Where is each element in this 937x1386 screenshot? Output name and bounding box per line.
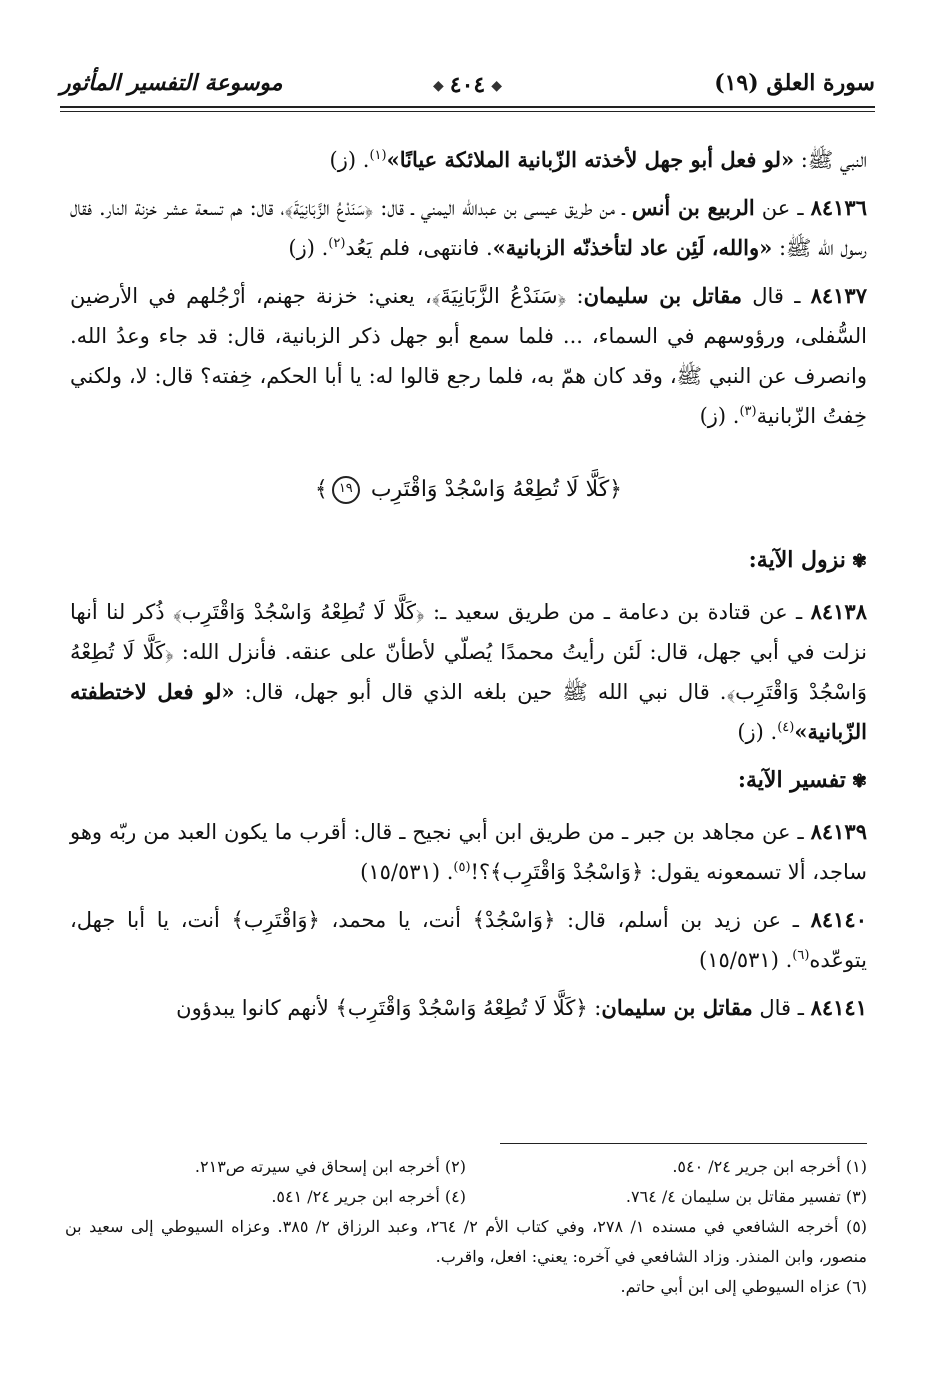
text: ـ عن قتادة بن دعامة ـ من طريق سعيد ـ: ﴿كَلَّا لَا تُطِعْهُ وَاسْجُدْ وَاقْتَرِب﴾ ذُكر لنا أنها نزلت في أبي جهل، قال: لَئن رأيتُ محمدًا يُصلّي لأطأنّ على عنقه. فأنزل الله: ﴿كَلَّا لَا تُطِعْهُ وَاسْجُدْ وَاقْتَرِب﴾. قال نبي الله ﷺ حين بلغه الذي قال أبو جهل، قال: [70, 600, 867, 704]
text: ـ عن زيد بن أسلم، قال: ﴿وَاسْجُدْ﴾ أنت، يا محمد، ﴿وَاقْتَرِب﴾ أنت، يا أبا جهل، يتوعّده [70, 908, 867, 972]
main-content [70, 140, 867, 1036]
narration-84136 [70, 188, 867, 268]
text: . (ز) [288, 236, 329, 260]
footnote-2: (٢) أخرجه ابن إسحاق في سيرته ص٢١٣. [194, 1157, 466, 1176]
footnote-1: (١) أخرجه ابن جرير ٢٤/ ٥٤٠. [672, 1157, 867, 1176]
flower-ornament-icon: ✾ [851, 771, 867, 792]
footnote-ref: (٤) [777, 720, 795, 735]
surah-title: سورة العلق (١٩) [714, 70, 875, 96]
book-title: موسوعة التفسير المأثور [60, 70, 283, 96]
narrator-name: الربيع بن أنس [631, 195, 755, 220]
narration-number: ٨٤١٣٧ [810, 283, 867, 308]
hadith-quote: «لو فعل لاختطفته الزّبانية» [70, 679, 867, 744]
section-heading-text: نزول الآية: [748, 547, 846, 573]
text: ـ من طريق عيسى بن عبدالله اليمني ـ قال: ﴿سَنَدْعُ الزَّبَانِيَةَ﴾، قال: هم تسعة عشر خزنة النار. فقال رسول الله ﷺ: [70, 196, 867, 260]
page-number: ٤٠٤ [449, 72, 486, 98]
footnote-4: (٤) أخرجه ابن جرير ٢٤/ ٥٤١. [271, 1187, 466, 1206]
ornament-icon: ◆ [432, 78, 444, 94]
hadith-quote: «والله، لَئِن عاد لتأخذنّه الزبانية» [492, 235, 773, 260]
footnote-ref: (٦) [792, 948, 810, 963]
narration-84137 [70, 276, 867, 436]
hadith-quote: «لو فعل أبو جهل لأخذته الزّبانية الملائكة عيانًا» [386, 147, 795, 172]
footnote-5: (٥) أخرجه الشافعي في مسنده ١/ ٢٧٨، وفي كتاب الأم ٢/ ٢٦٤، وعبد الرزاق ٢/ ٣٨٥. وعزاه السيوطي إلى سعيد بن منصور، وابن المنذر. وزاد الشافعي في آخره: يعني: افعل، واقرب. [65, 1217, 868, 1266]
flower-ornament-icon: ✾ [851, 551, 867, 572]
footnotes [65, 1152, 867, 1302]
narration-number: ٨٤١٣٨ [810, 599, 867, 624]
narrator-name: مقاتل بن سليمان [583, 283, 743, 308]
quran-verse [70, 470, 867, 510]
text: . (ز) [737, 720, 778, 744]
text: ـ عن [754, 196, 811, 220]
text: . فانتهى، فلم يَعُد [345, 236, 493, 260]
header-rule-thin [60, 111, 875, 112]
footnote-6: (٦) عزاه السيوطي إلى ابن أبي حاتم. [620, 1277, 867, 1296]
page-header [60, 66, 875, 118]
footnote-ref: (٣) [739, 404, 757, 419]
footnote-row [65, 1152, 867, 1182]
narration-number: ٨٤١٤١ [810, 995, 867, 1020]
narration-84140 [70, 900, 867, 980]
section-heading-tafsir [70, 760, 867, 802]
text: ـ عن مجاهد بن جبر ـ من طريق ابن أبي نجيح ـ قال: أقرب ما يكون العبد من ربّه وهو ساجد، ألا تسمعونه يقول: ﴿وَاسْجُدْ وَاقْتَرِب﴾؟! [70, 820, 867, 884]
footnote-ref: (٥) [453, 860, 471, 875]
text: . (١٥/٥٣١) [699, 948, 793, 972]
narrator-name: مقاتل بن سليمان [601, 995, 753, 1020]
header-rule [60, 106, 875, 108]
text: . (١٥/٥٣١) [360, 860, 454, 884]
text: ـ قال [742, 284, 811, 308]
section-heading-revelation [70, 540, 867, 582]
narration-number: ٨٤١٣٩ [810, 819, 867, 844]
verse-text: ﴿كَلَّا لَا تُطِعْهُ وَاسْجُدْ وَاقْتَرِب [370, 477, 623, 502]
footnote-3: (٣) تفسير مقاتل بن سليمان ٤/ ٧٦٤. [625, 1187, 867, 1206]
narration-84138 [70, 592, 867, 752]
footnote-divider [500, 1143, 867, 1144]
ornament-icon: ◆ [491, 78, 502, 94]
footnote-ref: (١) [369, 148, 387, 163]
narration-84139 [70, 812, 867, 892]
verse-number-icon: ١٩ [332, 476, 360, 504]
text: ـ قال [752, 996, 811, 1020]
footnote-row [65, 1182, 867, 1212]
text: النبي ﷺ: [794, 148, 867, 172]
text: : ﴿كَلَّا لَا تُطِعْهُ وَاسْجُدْ وَاقْتَرِب﴾ لأنهم كانوا يبدؤون [176, 996, 602, 1020]
narration-number: ٨٤١٣٦ [810, 195, 867, 220]
footnote-ref: (٢) [328, 236, 346, 251]
text: . (ز) [329, 148, 370, 172]
section-heading-text: تفسير الآية: [737, 767, 846, 793]
verse-bracket: ﴾ [314, 477, 328, 502]
paragraph [70, 140, 867, 180]
text: . (ز) [699, 404, 740, 428]
narration-number: ٨٤١٤٠ [810, 907, 867, 932]
text: : ﴿سَنَدْعُ الزَّبَانِيَةَ﴾، يعني: خزنة جهنم، أرْجُلهم في الأرضين السُّفلى، ورؤوسهم في السماء، ... فلما سمع أبو جهل ذكر الزبانية، قال: قد جاء وعدُ الله. وانصرف عن النبي ﷺ، وقد كان همّ به، فلما رجع قالوا له: يا أبا الحكم، خِفته؟ قال: لا، ولكني خِفتُ الزّبانية [70, 284, 867, 428]
narration-84141 [70, 988, 867, 1028]
